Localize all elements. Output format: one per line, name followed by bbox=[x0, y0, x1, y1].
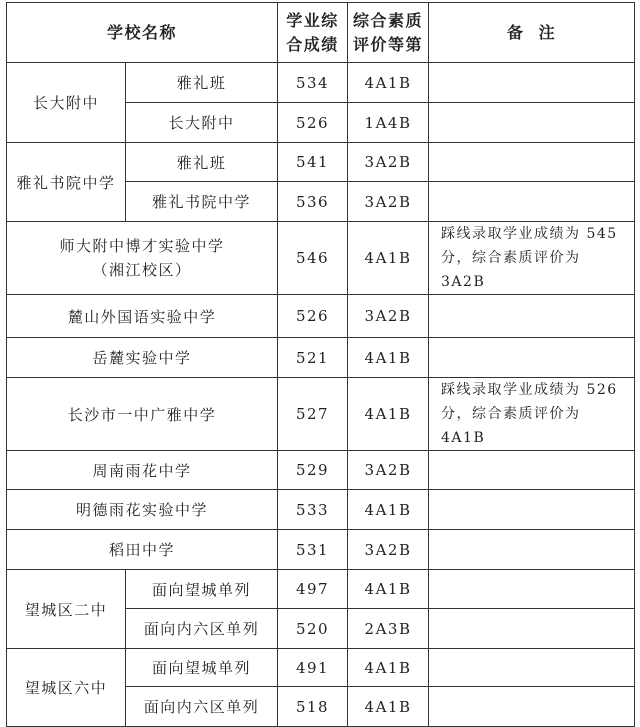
rating-cell: 4A1B bbox=[348, 222, 429, 295]
table-row bbox=[7, 143, 635, 182]
header-row bbox=[7, 3, 635, 63]
remark-cell bbox=[429, 143, 635, 182]
rating-cell: 3A2B bbox=[348, 530, 429, 570]
remark-cell bbox=[429, 490, 635, 530]
school-name-cell: 明德雨花实验中学 bbox=[7, 490, 278, 530]
rating-cell: 4A1B bbox=[348, 490, 429, 530]
sub-class-cell: 面向内六区单列 bbox=[126, 609, 278, 649]
score-cell: 536 bbox=[278, 182, 348, 222]
remark-cell bbox=[429, 451, 635, 490]
score-cell: 527 bbox=[278, 378, 348, 451]
sub-class-cell: 面向望城单列 bbox=[126, 649, 278, 687]
school-name-cell: 周南雨花中学 bbox=[7, 451, 278, 490]
sub-class-cell: 长大附中 bbox=[126, 103, 278, 143]
score-cell: 526 bbox=[278, 103, 348, 143]
remark-cell bbox=[429, 295, 635, 338]
header-school-name: 学校名称 bbox=[7, 3, 278, 63]
score-cell: 546 bbox=[278, 222, 348, 295]
score-cell: 520 bbox=[278, 609, 348, 649]
remark-cell bbox=[429, 103, 635, 143]
remark-cell: 踩线录取学业成绩为 545 分，综合素质评价为 3A2B bbox=[429, 222, 635, 295]
score-cell: 521 bbox=[278, 338, 348, 378]
remark-cell bbox=[429, 570, 635, 609]
sub-class-cell: 面向望城单列 bbox=[126, 570, 278, 609]
rating-cell: 3A2B bbox=[348, 182, 429, 222]
admission-table bbox=[6, 2, 635, 727]
rating-cell: 4A1B bbox=[348, 63, 429, 103]
rating-cell: 1A4B bbox=[348, 103, 429, 143]
school-name-cell: 稻田中学 bbox=[7, 530, 278, 570]
rating-cell: 4A1B bbox=[348, 338, 429, 378]
remark-cell bbox=[429, 687, 635, 727]
remark-cell bbox=[429, 182, 635, 222]
remark-cell: 踩线录取学业成绩为 526 分，综合素质评价为 4A1B bbox=[429, 378, 635, 451]
score-cell: 534 bbox=[278, 63, 348, 103]
table-row bbox=[7, 649, 635, 687]
header-quality-rating: 综合素质 评价等第 bbox=[348, 3, 429, 63]
rating-cell: 4A1B bbox=[348, 378, 429, 451]
table-row bbox=[7, 63, 635, 103]
remark-cell bbox=[429, 649, 635, 687]
remark-cell bbox=[429, 609, 635, 649]
rating-cell: 3A2B bbox=[348, 451, 429, 490]
table-row bbox=[7, 570, 635, 609]
sub-class-cell: 雅礼班 bbox=[126, 143, 278, 182]
rating-cell: 4A1B bbox=[348, 687, 429, 727]
table-row bbox=[7, 378, 635, 451]
score-cell: 533 bbox=[278, 490, 348, 530]
sub-class-cell: 雅礼书院中学 bbox=[126, 182, 278, 222]
score-cell: 497 bbox=[278, 570, 348, 609]
score-cell: 529 bbox=[278, 451, 348, 490]
school-name-cell: 长沙市一中广雅中学 bbox=[7, 378, 278, 451]
rating-cell: 3A2B bbox=[348, 143, 429, 182]
remark-cell bbox=[429, 338, 635, 378]
header-remarks: 备 注 bbox=[429, 3, 635, 63]
school-name-cell: 麓山外国语实验中学 bbox=[7, 295, 278, 338]
score-cell: 526 bbox=[278, 295, 348, 338]
score-cell: 531 bbox=[278, 530, 348, 570]
school-name-cell: 望城区六中 bbox=[7, 649, 126, 727]
header-academic-score: 学业综 合成绩 bbox=[278, 3, 348, 63]
rating-cell: 2A3B bbox=[348, 609, 429, 649]
school-name-cell: 望城区二中 bbox=[7, 570, 126, 649]
table-row bbox=[7, 222, 635, 295]
sub-class-cell: 雅礼班 bbox=[126, 63, 278, 103]
table-row bbox=[7, 338, 635, 378]
score-cell: 518 bbox=[278, 687, 348, 727]
table-row bbox=[7, 530, 635, 570]
rating-cell: 4A1B bbox=[348, 649, 429, 687]
rating-cell: 3A2B bbox=[348, 295, 429, 338]
table-row bbox=[7, 490, 635, 530]
remark-cell bbox=[429, 63, 635, 103]
score-cell: 491 bbox=[278, 649, 348, 687]
remark-cell bbox=[429, 530, 635, 570]
sub-class-cell: 面向内六区单列 bbox=[126, 687, 278, 727]
school-name-cell: 岳麓实验中学 bbox=[7, 338, 278, 378]
score-cell: 541 bbox=[278, 143, 348, 182]
table-row bbox=[7, 451, 635, 490]
school-name-cell: 长大附中 bbox=[7, 63, 126, 143]
table-row bbox=[7, 295, 635, 338]
school-name-cell: 雅礼书院中学 bbox=[7, 143, 126, 222]
school-name-cell: 师大附中博才实验中学 （湘江校区） bbox=[7, 222, 278, 295]
rating-cell: 4A1B bbox=[348, 570, 429, 609]
